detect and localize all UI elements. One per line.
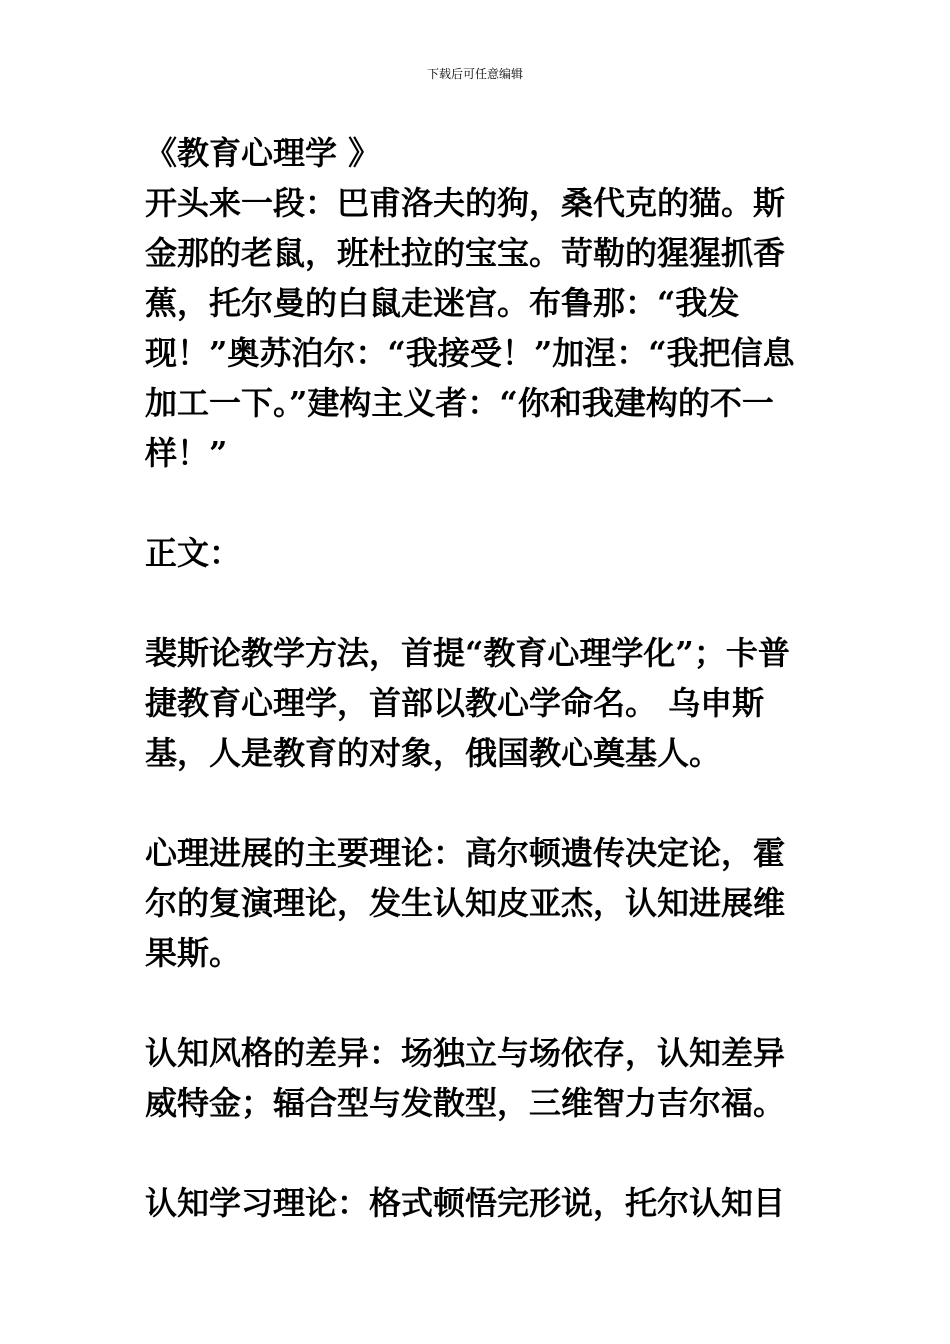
paragraph-cognitive-style: 认知风格的差异：场独立与场依存，认知差异威特金；辐合型与发散型，三维智力吉尔福。 xyxy=(145,1034,786,1122)
paragraph-gap xyxy=(145,478,810,528)
body-label: 正文： xyxy=(145,534,242,572)
document-body xyxy=(145,128,810,1228)
paragraph-gap xyxy=(145,1128,810,1178)
page-header-note: 下载后可任意编辑 xyxy=(426,67,523,81)
paragraph-gap xyxy=(145,578,810,628)
intro-paragraph: 开头来一段：巴甫洛夫的狗，桑代克的猫。斯金那的老鼠，班杜拉的宝宝。苛勒的猩猩抓香蕉，托尔曼的白鼠走迷宫。布鲁那：“我发现！”奥苏泊尔：“我接受！”加涅：“我把信息加工一下。”建构主义者：“你和我建构的不一样！” xyxy=(145,184,795,472)
paragraph-cognitive-learning: 认知学习理论：格式顿悟完形说，托尔认知目 xyxy=(145,1184,786,1222)
paragraph-history: 裴斯论教学方法，首提“教育心理学化”；卡普捷教育心理学，首部以教心学命名。 乌申斯基，人是教育的对象，俄国教心奠基人。 xyxy=(145,634,790,772)
paragraph-development-theories: 心理进展的主要理论：高尔顿遗传决定论，霍尔的复演理论，发生认知皮亚杰，认知进展维果斯。 xyxy=(145,834,786,972)
document-title: 《教育心理学 》 xyxy=(145,134,381,172)
paragraph-gap xyxy=(145,778,810,828)
paragraph-gap xyxy=(145,978,810,1028)
